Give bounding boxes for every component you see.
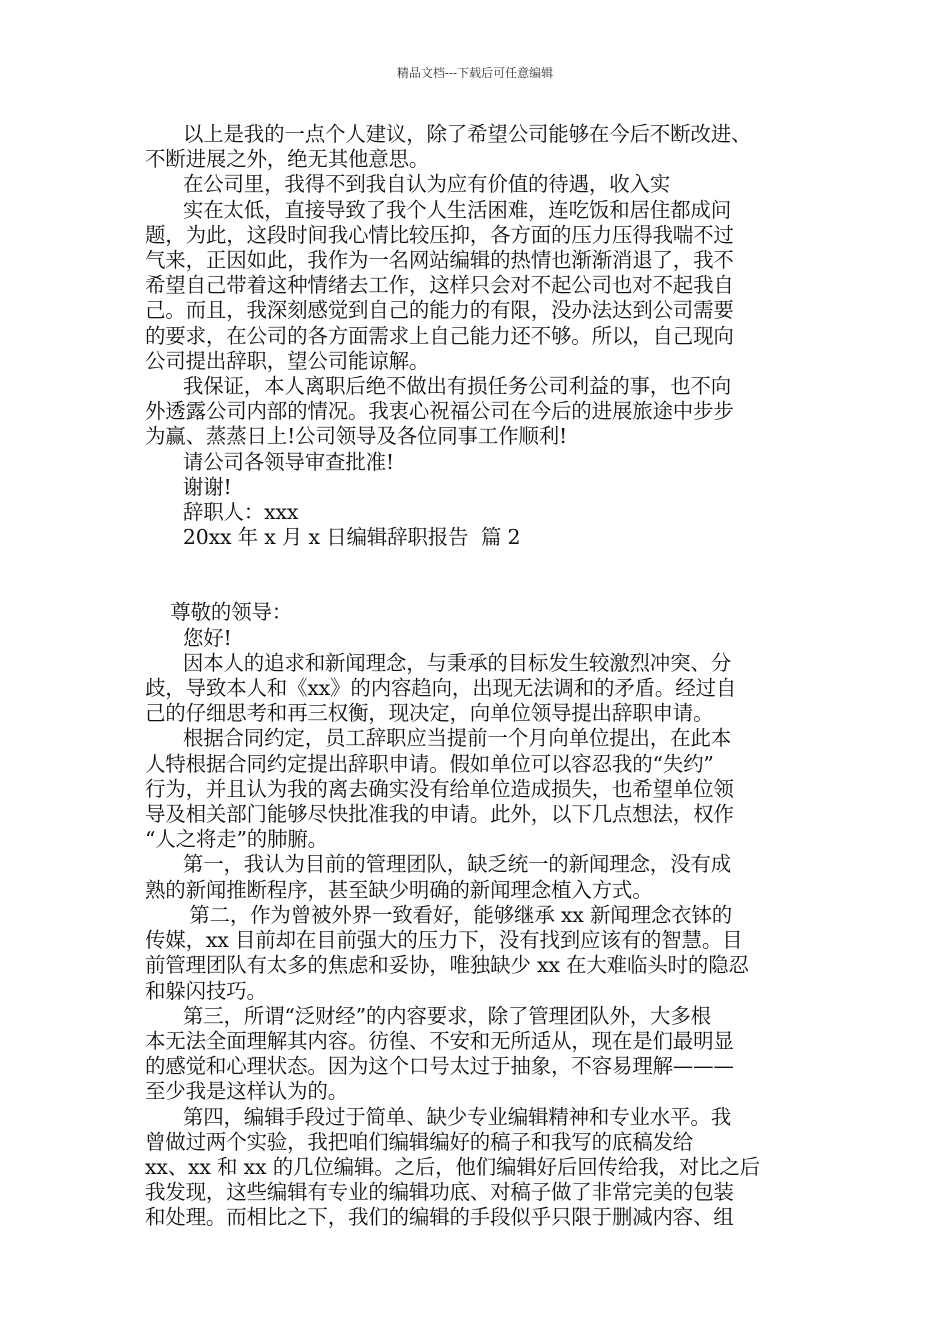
text-line: 和处理。而相比之下，我们的编辑的手段似乎只限于删减内容、组 <box>145 1205 734 1230</box>
text-line: 歧，导致本人和《xx》的内容趋向，出现无法调和的矛盾。经过自 <box>145 676 737 701</box>
text-line: 己的仔细思考和再三权衡，现决定，向单位领导提出辞职申请。 <box>145 701 714 726</box>
text-line: 的要求，在公司的各方面需求上自己能力还不够。所以，自己现向 <box>145 323 734 348</box>
text-line: 在公司里，我得不到我自认为应有价值的待遇，收入实 <box>145 172 671 197</box>
text-line: 本无法全面理解其内容。彷徨、不安和无所适从，现在是们最明显 <box>145 1028 734 1053</box>
text-line: 气来，正因如此，我作为一名网站编辑的热情也渐渐消退了，我不 <box>145 248 734 273</box>
text-line: 人特根据合同约定提出辞职申请。假如单位可以容忍我的“失约” <box>145 751 714 776</box>
text-line: “人之将走”的肺腑。 <box>145 827 328 852</box>
text-line: 公司提出辞职，望公司能谅解。 <box>145 348 430 373</box>
text-line: 根据合同约定，员工辞职应当提前一个月向单位提出，在此本 <box>145 726 731 751</box>
section-heading: 20xx 年 x 月 x 日编辑辞职报告 篇 2 <box>145 525 521 550</box>
text-line: 因本人的追求和新闻理念，与秉承的目标发生较激烈冲突、分 <box>145 650 731 675</box>
text-line: 第三，所谓“泛财经”的内容要求，除了管理团队外，大多根 <box>145 1003 711 1028</box>
text-line: 导及相关部门能够尽快批准我的申请。此外，以下几点想法，权作 <box>145 802 734 827</box>
text-line: 己。而且，我深刻感觉到自己的能力的有限，没办法达到公司需要 <box>145 298 734 323</box>
text-line: 实在太低，直接导致了我个人生活困难，连吃饭和居住都成问 <box>145 197 731 222</box>
text-line: 希望自己带着这种情绪去工作，这样只会对不起公司也对不起我自 <box>145 273 734 298</box>
text-line: 请公司各领导审查批准! <box>145 449 394 474</box>
greeting: 您好! <box>145 625 232 650</box>
text-line: 以上是我的一点个人建议，除了希望公司能够在今后不断改进、 <box>145 122 752 146</box>
text-line: 为赢、蒸蒸日上!公司领导及各位同事工作顺利! <box>145 424 568 449</box>
blank-gap <box>145 550 815 600</box>
text-line: 第一，我认为目前的管理团队，缺乏统一的新闻理念，没有成 <box>145 852 731 877</box>
section-1 <box>145 122 815 550</box>
text-line: 传媒，xx 目前却在目前强大的压力下，没有找到应该有的智慧。目 <box>145 928 743 953</box>
text-line: 不断进展之外，绝无其他意思。 <box>145 147 430 172</box>
text-line: xx、xx 和 xx 的几位编辑。之后，他们编辑好后回传给我，对比之后 <box>145 1154 760 1179</box>
text-line: 的感觉和心理状态。因为这个口号太过于抽象，不容易理解——— <box>145 1054 734 1079</box>
text-line: 谢谢! <box>145 474 232 499</box>
text-line: 题，为此，这段时间我心情比较压抑，各方面的压力压得我喘不过 <box>145 222 734 247</box>
text-line: 至少我是这样认为的。 <box>145 1079 348 1104</box>
text-line: 辞职人：xxx <box>145 500 299 525</box>
text-line: 和躲闪技巧。 <box>145 978 267 1003</box>
text-line: 行为，并且认为我的离去确实没有给单位造成损失，也希望单位领 <box>145 776 734 801</box>
text-line: 第二，作为曾被外界一致看好，能够继承 xx 新闻理念衣钵的 <box>145 902 733 927</box>
section-2 <box>145 600 815 1230</box>
text-line: 前管理团队有太多的焦虑和妥协，唯独缺少 xx 在大难临头时的隐忍 <box>145 953 749 978</box>
page-header: 精品文档---下载后可任意编辑 <box>396 66 554 80</box>
text-line: 第四，编辑手段过于简单、缺少专业编辑精神和专业水平。我 <box>145 1104 731 1129</box>
text-line: 熟的新闻推断程序，甚至缺少明确的新闻理念植入方式。 <box>145 877 653 902</box>
text-line: 我发现，这些编辑有专业的编辑功底、对稿子做了非常完美的包装 <box>145 1180 734 1205</box>
text-line: 我保证，本人离职后绝不做出有损任务公司利益的事，也不向 <box>145 374 731 399</box>
text-line: 外透露公司内部的情况。我衷心祝福公司在今后的进展旅途中步步 <box>145 399 734 424</box>
salutation: 尊敬的领导： <box>145 600 293 625</box>
text-line: 曾做过两个实验，我把咱们编辑编好的稿子和我写的底稿发给 <box>145 1129 694 1154</box>
document-body <box>145 122 815 1231</box>
